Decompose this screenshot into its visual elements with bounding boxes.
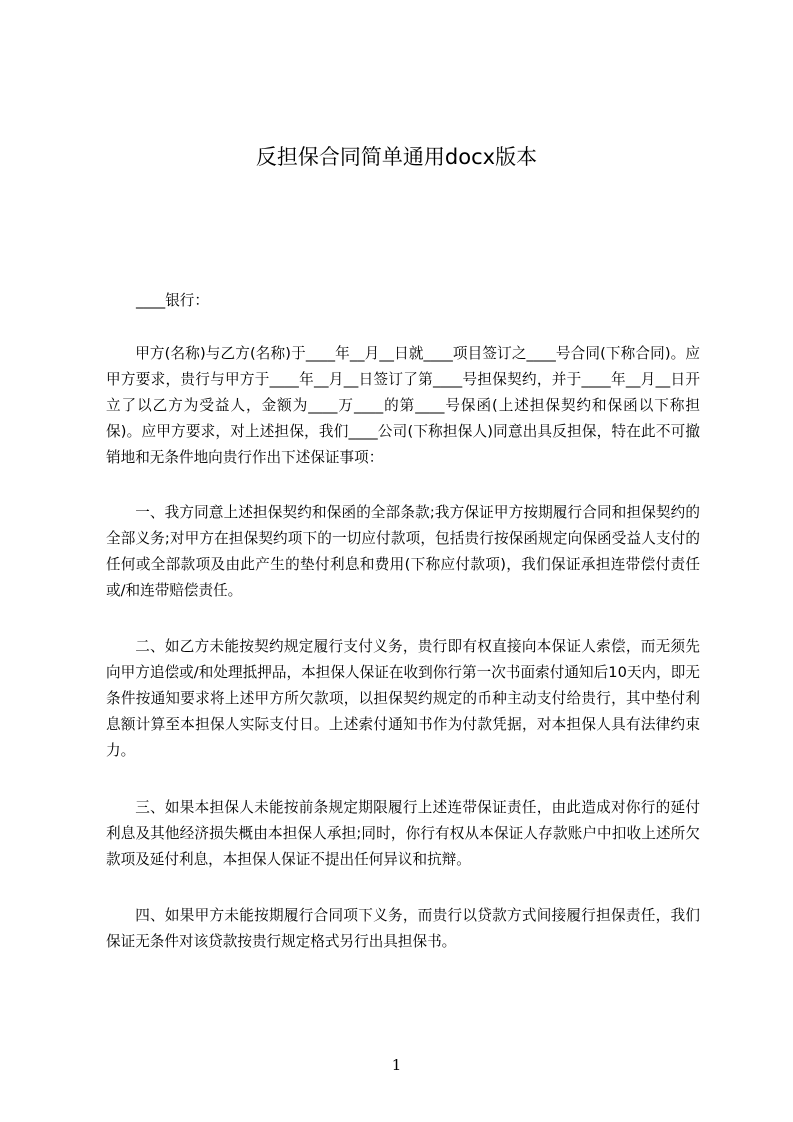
paragraph-clause-2	[106, 634, 700, 764]
paragraph-text: 四、如果甲方未能按期履行合同项下义务，而贵行以贷款方式间接履行担保责任，我们保证无条件对该贷款按贵行规定格式另行出具担保书。	[106, 907, 700, 950]
document-title: 反担保合同简单通用docx版本	[255, 145, 538, 169]
page-number: 1	[391, 1056, 402, 1074]
paragraph-clause-4	[106, 903, 700, 955]
salutation: ____银行：	[136, 292, 209, 309]
paragraph-text: 甲方(名称)与乙方(名称)于____年__月__日就____项目签订之____号合同(下称合同)。应甲方要求，贵行与甲方于____年__月__日签订了第____号担保契约，并于____年__月__日开立了以乙方为受益人，金额为____万____的第____号保函(上述担保契约和保函以下称担保)。应甲方要求，对上述担保，我们____公司(下称担保人)同意出具反担保，特在此不可撤销地和无条件地向贵行作出下述保证事项：	[106, 345, 700, 466]
paragraph-intro	[106, 341, 700, 471]
paragraph-clause-1	[106, 500, 700, 604]
paragraph-text: 二、如乙方未能按契约规定履行支付义务，贵行即有权直接向本保证人索偿，而无须先向甲方追偿或/和处理抵押品，本担保人保证在收到你行第一次书面索付通知后10天内，即无条件按通知要求将上述甲方所欠款项，以担保契约规定的币种主动支付给贵行，其中垫付利息额计算至本担保人实际支付日。上述索付通知书作为付款凭据，对本担保人具有法律约束力。	[106, 638, 700, 759]
paragraph-clause-3	[106, 795, 700, 873]
paragraph-text: 一、我方同意上述担保契约和保函的全部条款;我方保证甲方按期履行合同和担保契约的全部义务;对甲方在担保契约项下的一切应付款项，包括贵行按保函规定向保函受益人支付的任何或全部款项及由此产生的垫付利息和费用(下称应付款项)，我们保证承担连带偿付责任或/和连带赔偿责任。	[106, 504, 701, 599]
paragraph-text: 三、如果本担保人未能按前条规定期限履行上述连带保证责任，由此造成对你行的延付利息及其他经济损失概由本担保人承担;同时，你行有权从本保证人存款账户中扣收上述所欠款项及延付利息，本担保人保证不提出任何异议和抗辩。	[106, 799, 700, 868]
